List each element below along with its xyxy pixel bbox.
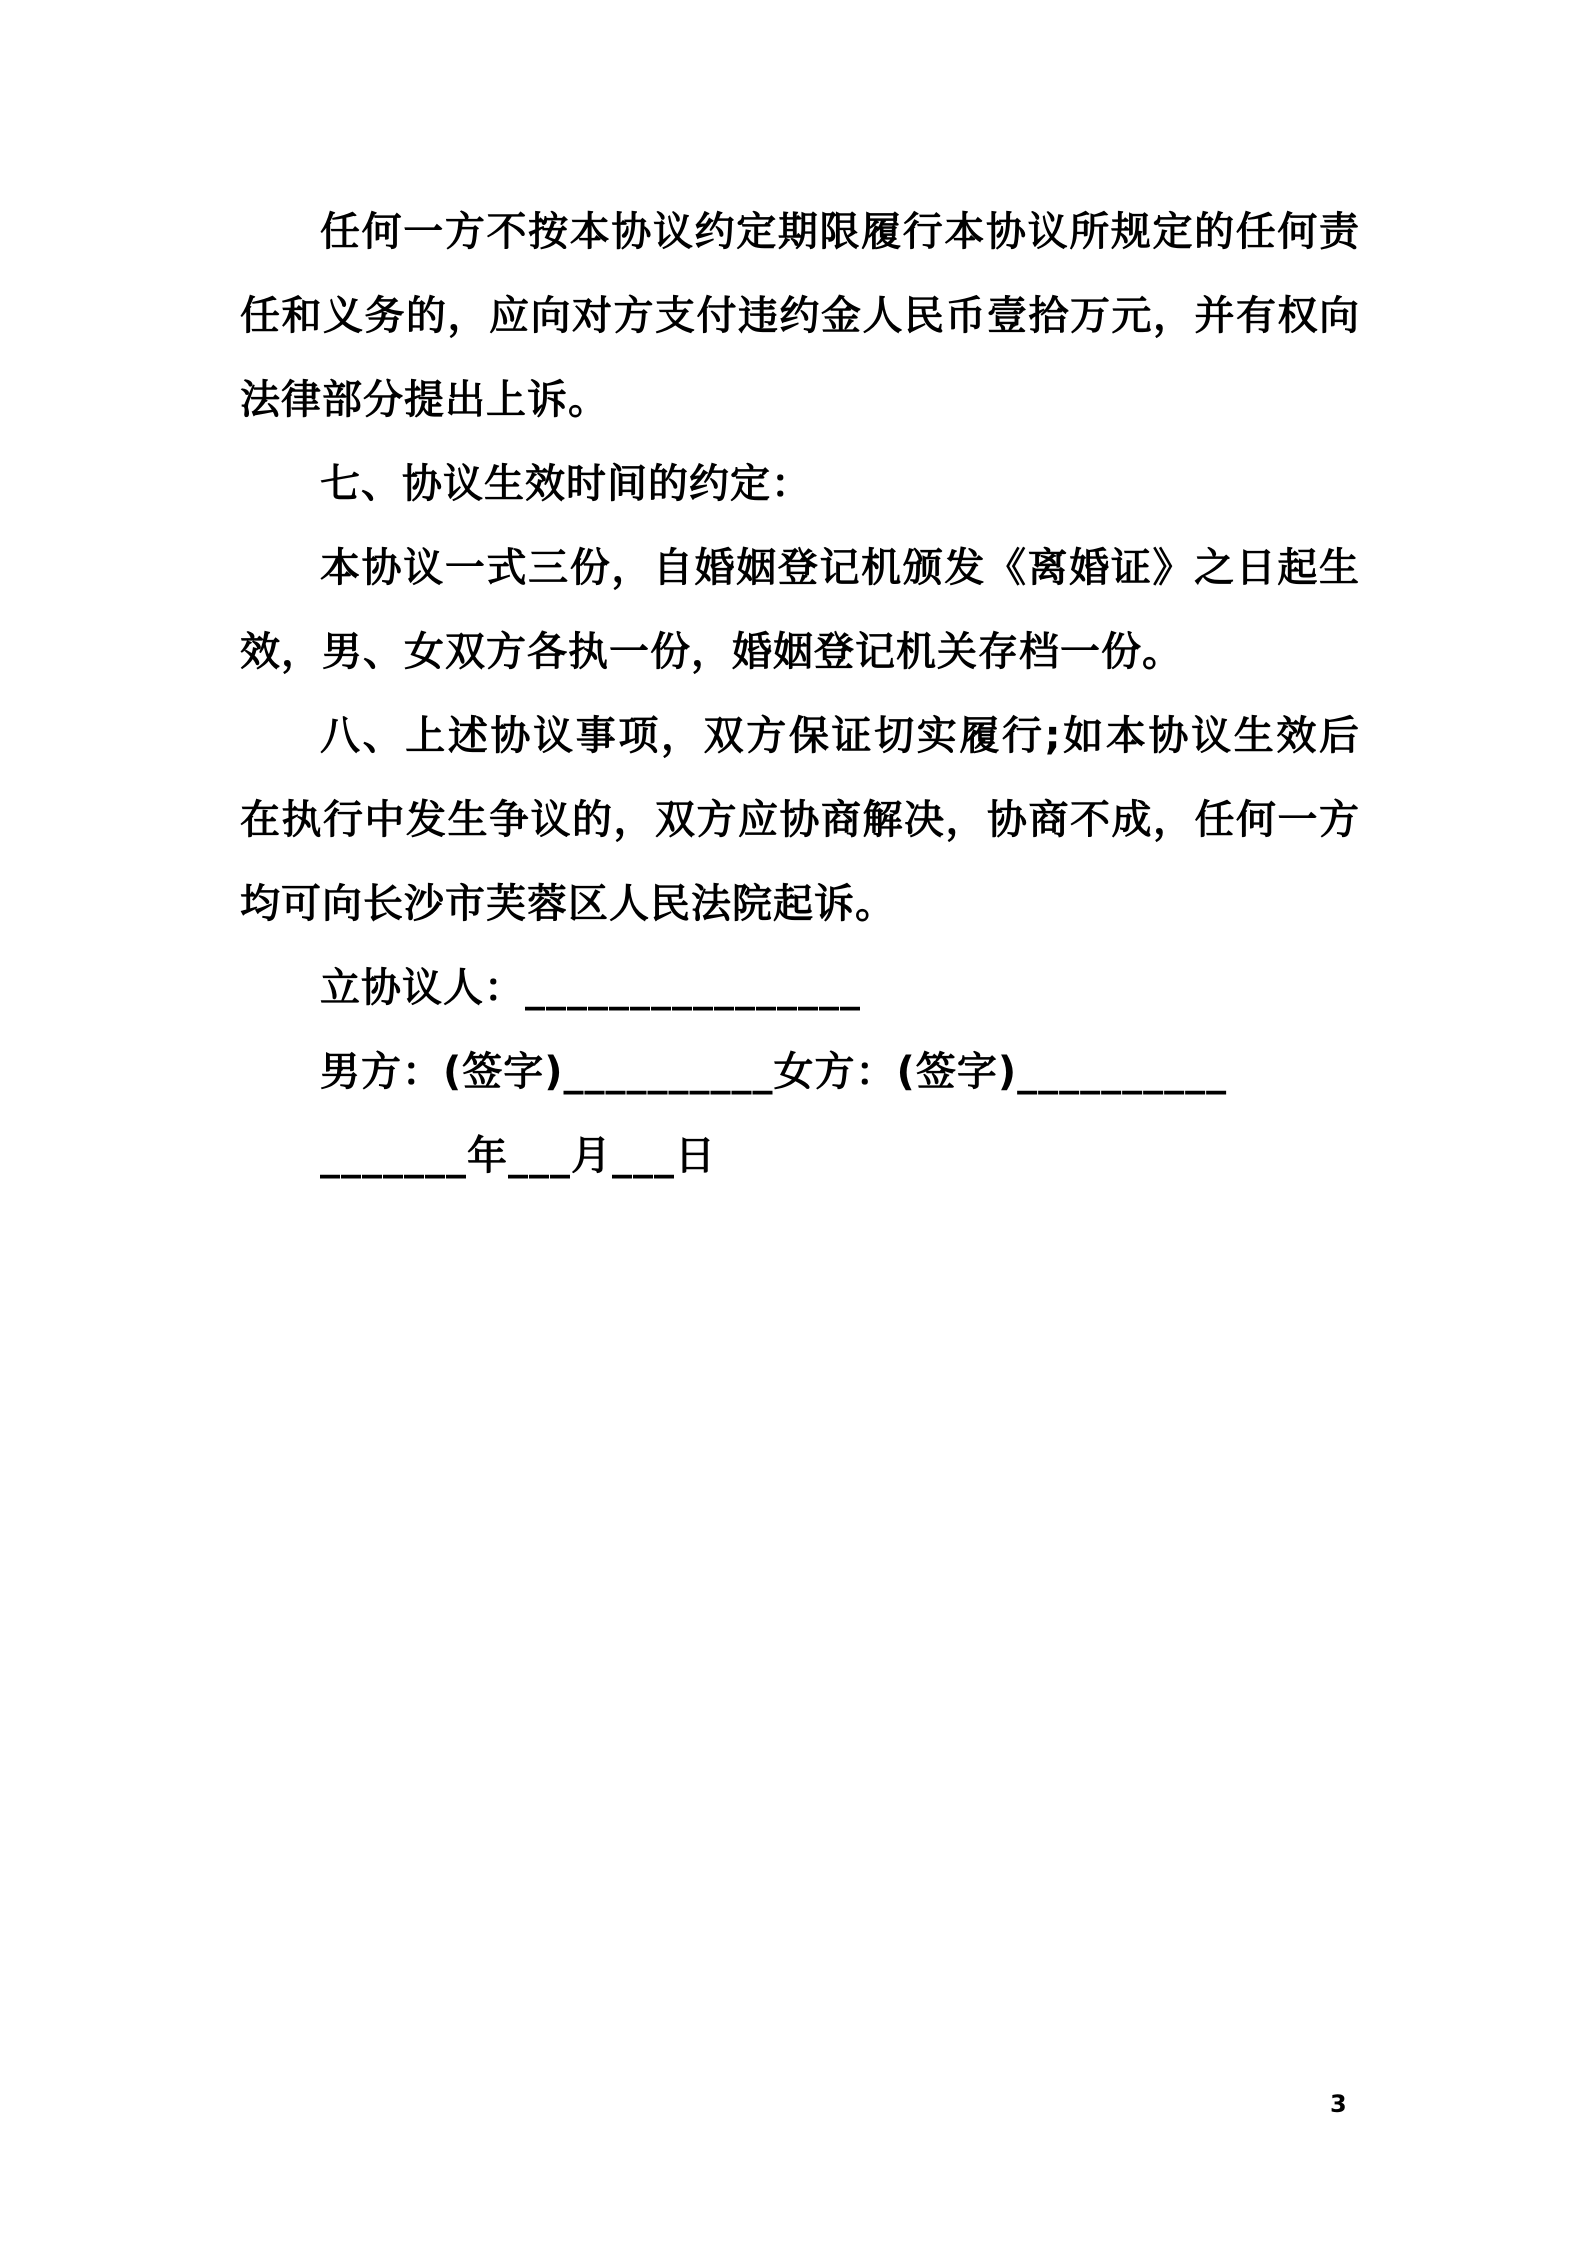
document-body (240, 190, 1360, 1198)
paragraph-effective-time: 本协议一式三份，自婚姻登记机颁发《离婚证》之日起生效，男、女双方各执一份，婚姻登记机关存档一份。 (240, 545, 1360, 675)
signature-line: 男方：(签字)__________女方：(签字)__________ (320, 1049, 1228, 1095)
paragraph-section-8-dispute: 八、上述协议事项，双方保证切实履行;如本协议生效后在执行中发生争议的，双方应协商解决，协商不成，任何一方均可向长沙市芙蓉区人民法院起诉。 (240, 713, 1360, 927)
date-line: _______年___月___日 (320, 1133, 716, 1179)
paragraph-section-7-heading: 七、协议生效时间的约定： (320, 461, 812, 507)
signatory-line: 立协议人：________________ (320, 965, 861, 1011)
paragraph-breach-liability: 任何一方不按本协议约定期限履行本协议所规定的任何责任和义务的，应向对方支付违约金人民币壹拾万元，并有权向法律部分提出上诉。 (240, 209, 1360, 423)
page-number: 3 (1330, 2090, 1347, 2118)
